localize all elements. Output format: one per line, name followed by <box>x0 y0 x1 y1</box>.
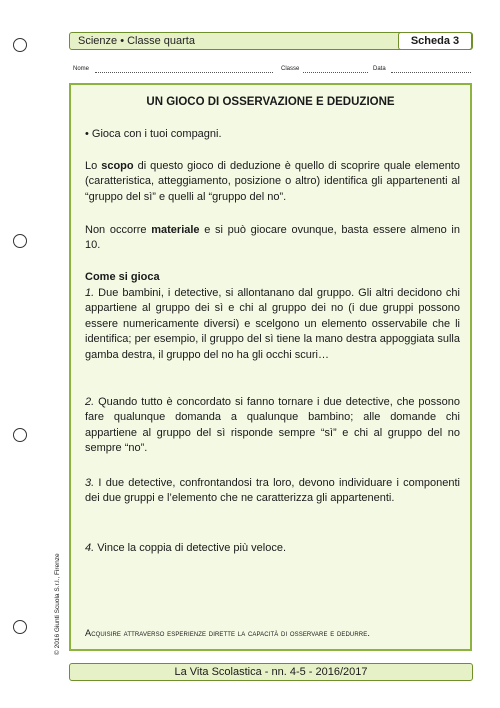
name-label: Nome <box>73 66 90 72</box>
name-field[interactable] <box>95 66 273 73</box>
step-number: 4. <box>85 542 95 554</box>
intro-text: • Gioca con i tuoi compagni. <box>85 128 222 140</box>
activity-title: UN GIOCO DI OSSERVAZIONE E DEDUZIONE <box>146 96 395 108</box>
footer-bar: La Vita Scolastica - nn. 4-5 - 2016/2017 <box>69 663 473 681</box>
subject-label: Scienze • Classe quarta <box>78 35 195 47</box>
binder-hole <box>13 620 27 634</box>
step-number: 1. <box>85 287 95 299</box>
step-1: 1. Due bambini, i detective, si allontanano dal gruppo. Gli altri decidono chi appartiene al gruppo dei sì e chi al gruppo dei no (i due gruppi possono essere numericamente diversi) e scelgono un elemento osservabile che li identifica; per esempio, il gruppo del sì tiene la mano destra appoggiata sulla gamba destra, il gruppo del no ha gli occhi scuri… <box>85 287 460 361</box>
material-keyword: materiale <box>151 224 200 236</box>
date-label: Data <box>373 66 386 72</box>
date-field[interactable] <box>391 66 471 73</box>
purpose-paragraph: Lo scopo di questo gioco di deduzione è quello di scoprire quale elemento (caratteristica, atteggiamento, posizione o altro) identifica gli appartenenti al “gruppo del sì” e quelli al “gruppo del no”. <box>85 160 460 203</box>
activity-card <box>69 83 472 651</box>
sheet-label: Scheda 3 <box>398 32 472 50</box>
learning-objective: Acquisire attraverso esperienze dirette la capacità di osservare e dedurre. <box>85 628 370 638</box>
step-4: 4. Vince la coppia di detective più veloce. <box>85 542 286 554</box>
material-paragraph: Non occorre materiale e si può giocare ovunque, basta essere almeno in 10. <box>85 224 460 252</box>
binder-hole <box>13 428 27 442</box>
class-label: Classe <box>281 66 300 72</box>
step-2: 2. Quando tutto è concordato si fanno tornare i due detective, che possono fare qualunque domanda a qualunque bambino; alle domande chi appartiene al gruppo del sì risponde sempre “sì” e chi al gruppo del no sempre “no”. <box>85 396 460 455</box>
binder-hole <box>13 234 27 248</box>
class-field[interactable] <box>303 66 368 73</box>
how-to-heading: Come si gioca <box>85 271 160 283</box>
step-number: 2. <box>85 396 95 408</box>
step-3: 3. I due detective, confrontandosi tra loro, devono individuare i componenti dei due gruppi e l’elemento che ne caratterizza gli appartenenti. <box>85 477 460 505</box>
step-number: 3. <box>85 477 95 489</box>
copyright-notice: © 2016 Giunti Scuola S.r.l., Firenze <box>54 553 61 655</box>
binder-hole <box>13 38 27 52</box>
purpose-keyword: scopo <box>101 160 134 172</box>
header-bar <box>69 32 473 50</box>
